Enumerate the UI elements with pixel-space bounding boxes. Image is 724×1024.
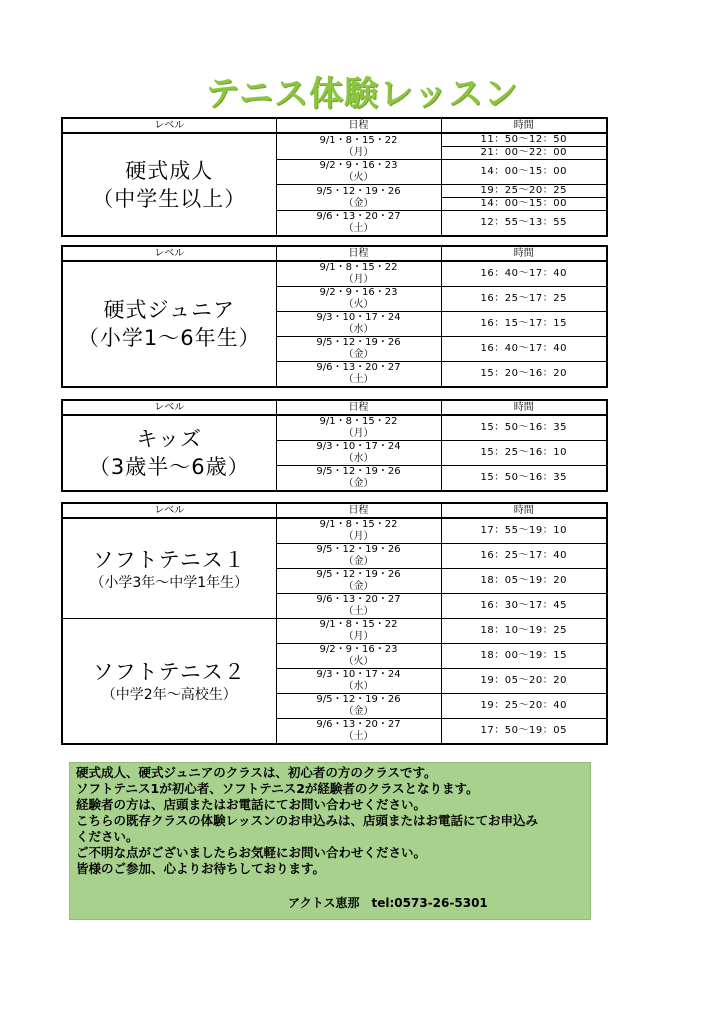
date-cell bbox=[276, 518, 441, 544]
header-time: 時間 bbox=[441, 503, 607, 518]
date-cell bbox=[276, 362, 441, 388]
date-list: 9/6・13・20・27 bbox=[316, 211, 401, 222]
time-cell: 19：05〜20：20 bbox=[441, 669, 607, 694]
date-cell bbox=[276, 415, 441, 441]
header-time: 時間 bbox=[441, 400, 607, 415]
level-cell bbox=[62, 619, 276, 745]
date-cell bbox=[276, 160, 441, 185]
date-cell bbox=[276, 312, 441, 337]
weekday: （金） bbox=[343, 478, 374, 489]
header-level: レベル bbox=[62, 400, 276, 415]
date-list: 9/1・8・15・22 bbox=[319, 519, 398, 530]
date-cell bbox=[276, 185, 441, 211]
notice-line: 皆様のご参加、心よりお待ちしております。 bbox=[76, 861, 326, 876]
weekday: （金） bbox=[343, 581, 374, 592]
date-list: 9/2・9・16・23 bbox=[319, 644, 398, 655]
time-cell: 16：30〜17：45 bbox=[441, 594, 607, 619]
date-list: 9/5・12・19・26 bbox=[316, 694, 401, 705]
date-cell bbox=[276, 337, 441, 362]
weekday: （土） bbox=[343, 223, 374, 234]
notice-line: ご不明な点がございましたらお気軽にお問い合わせください。 bbox=[76, 845, 427, 860]
date-cell bbox=[276, 619, 441, 644]
time-cell: 16：25〜17：25 bbox=[441, 287, 607, 312]
date-cell bbox=[276, 287, 441, 312]
weekday: （金） bbox=[343, 706, 374, 717]
time-cell: 11：50〜12：50 bbox=[441, 133, 607, 147]
level-cell bbox=[62, 518, 276, 619]
level-cell bbox=[62, 133, 276, 236]
weekday: （水） bbox=[343, 681, 374, 692]
contact-info: アクトス恵那 tel:0573-26-5301 bbox=[288, 896, 488, 910]
date-cell bbox=[276, 211, 441, 237]
header-date: 日程 bbox=[276, 118, 441, 133]
date-list: 9/2・9・16・23 bbox=[319, 287, 398, 298]
level-name: 硬式成人 bbox=[125, 158, 214, 183]
weekday: （月） bbox=[343, 428, 374, 439]
header-level: レベル bbox=[62, 246, 276, 261]
date-list: 9/3・10・17・24 bbox=[316, 669, 401, 680]
level-cell bbox=[62, 415, 276, 491]
weekday: （火） bbox=[343, 299, 374, 310]
schedule-table-soft-tennis bbox=[61, 502, 608, 745]
level-age: （3歳半〜6歳） bbox=[88, 455, 250, 479]
level-name: ソフトテニス２ bbox=[92, 660, 246, 684]
notice-line: ください。 bbox=[76, 829, 139, 844]
time-cell: 14：00〜15：00 bbox=[441, 160, 607, 185]
notice-box bbox=[69, 762, 591, 920]
date-cell bbox=[276, 261, 441, 287]
weekday: （金） bbox=[343, 197, 374, 209]
date-list: 9/5・12・19・26 bbox=[316, 544, 401, 555]
time-cell: 15：50〜16：35 bbox=[441, 466, 607, 492]
weekday: （土） bbox=[343, 606, 374, 617]
weekday: （火） bbox=[343, 656, 374, 667]
date-list: 9/1・8・15・22 bbox=[319, 416, 398, 427]
weekday: （月） bbox=[343, 531, 374, 542]
time-cell: 19：25〜20：40 bbox=[441, 694, 607, 719]
date-list: 9/1・8・15・22 bbox=[319, 134, 398, 146]
level-name: ソフトテニス１ bbox=[92, 547, 246, 572]
date-list: 9/5・12・19・26 bbox=[316, 185, 401, 197]
date-list: 9/6・13・20・27 bbox=[316, 594, 401, 605]
weekday: （月） bbox=[343, 274, 374, 285]
weekday: （土） bbox=[343, 731, 374, 742]
header-level: レベル bbox=[62, 118, 276, 133]
level-name: キッズ bbox=[136, 427, 203, 451]
date-list: 9/2・9・16・23 bbox=[319, 160, 398, 171]
notice-line: ソフトテニス1が初心者、ソフトテニス2が経験者のクラスとなります。 bbox=[76, 781, 479, 796]
time-cell: 15：50〜16：35 bbox=[441, 415, 607, 441]
date-cell bbox=[276, 466, 441, 492]
date-list: 9/5・12・19・26 bbox=[316, 466, 401, 477]
weekday: （金） bbox=[343, 349, 374, 360]
date-list: 9/1・8・15・22 bbox=[319, 619, 398, 630]
weekday: （土） bbox=[343, 374, 374, 385]
time-cell: 19：25〜20：25 bbox=[441, 185, 607, 198]
time-cell: 15：20〜16：20 bbox=[441, 362, 607, 388]
date-list: 9/6・13・20・27 bbox=[316, 362, 401, 373]
date-cell bbox=[276, 441, 441, 466]
weekday: （火） bbox=[343, 172, 374, 183]
level-cell bbox=[62, 261, 276, 387]
date-list: 9/1・8・15・22 bbox=[319, 262, 398, 273]
time-cell: 16：15〜17：15 bbox=[441, 312, 607, 337]
time-cell: 18：00〜19：15 bbox=[441, 644, 607, 669]
date-cell bbox=[276, 544, 441, 569]
notice-line: 経験者の方は、店頭またはお電話にてお問い合わせください。 bbox=[76, 797, 427, 812]
date-list: 9/6・13・20・27 bbox=[316, 719, 401, 730]
date-cell bbox=[276, 694, 441, 719]
date-list: 9/3・10・17・24 bbox=[316, 312, 401, 323]
weekday: （金） bbox=[343, 556, 374, 567]
weekday: （水） bbox=[343, 324, 374, 335]
time-cell: 16：25〜17：40 bbox=[441, 544, 607, 569]
page-title: テニス体験レッスン bbox=[205, 74, 519, 114]
time-cell: 16：40〜17：40 bbox=[441, 261, 607, 287]
time-cell: 18：10〜19：25 bbox=[441, 619, 607, 644]
weekday: （月） bbox=[343, 146, 374, 158]
header-level: レベル bbox=[62, 503, 276, 518]
header-date: 日程 bbox=[276, 503, 441, 518]
date-cell bbox=[276, 669, 441, 694]
notice-line: 硬式成人、硬式ジュニアのクラスは、初心者の方のクラスです。 bbox=[76, 765, 437, 780]
time-cell: 17：50〜19：05 bbox=[441, 719, 607, 745]
level-age: （小学1〜6年生） bbox=[77, 326, 261, 350]
header-time: 時間 bbox=[441, 246, 607, 261]
level-age: （中学2年〜高校生） bbox=[101, 687, 237, 703]
time-cell: 14：00〜15：00 bbox=[441, 198, 607, 211]
schedule-table-junior bbox=[61, 245, 608, 388]
weekday: （水） bbox=[343, 453, 374, 464]
date-cell bbox=[276, 569, 441, 594]
date-cell bbox=[276, 719, 441, 745]
time-cell: 18：05〜19：20 bbox=[441, 569, 607, 594]
notice-line: こちらの既存クラスの体験レッスンのお申込みは、店頭またはお電話にてお申込み bbox=[76, 813, 539, 828]
schedule-table-kids bbox=[61, 399, 608, 492]
header-date: 日程 bbox=[276, 400, 441, 415]
date-cell bbox=[276, 644, 441, 669]
time-cell: 16：40〜17：40 bbox=[441, 337, 607, 362]
date-cell bbox=[276, 594, 441, 619]
level-age: （中学生以上） bbox=[92, 186, 247, 211]
level-age: （小学3年〜中学1年生） bbox=[90, 574, 249, 591]
date-cell bbox=[276, 133, 441, 160]
time-cell: 17：55〜19：10 bbox=[441, 518, 607, 544]
time-cell: 12：55〜13：55 bbox=[441, 211, 607, 237]
header-date: 日程 bbox=[276, 246, 441, 261]
time-cell: 15：25〜16：10 bbox=[441, 441, 607, 466]
level-name: 硬式ジュニア bbox=[103, 298, 236, 322]
date-list: 9/5・12・19・26 bbox=[316, 337, 401, 348]
time-cell: 21：00〜22：00 bbox=[441, 147, 607, 160]
date-list: 9/5・12・19・26 bbox=[316, 569, 401, 580]
schedule-table-adult bbox=[61, 117, 608, 237]
header-time: 時間 bbox=[441, 118, 607, 133]
weekday: （月） bbox=[343, 631, 374, 642]
date-list: 9/3・10・17・24 bbox=[316, 441, 401, 452]
